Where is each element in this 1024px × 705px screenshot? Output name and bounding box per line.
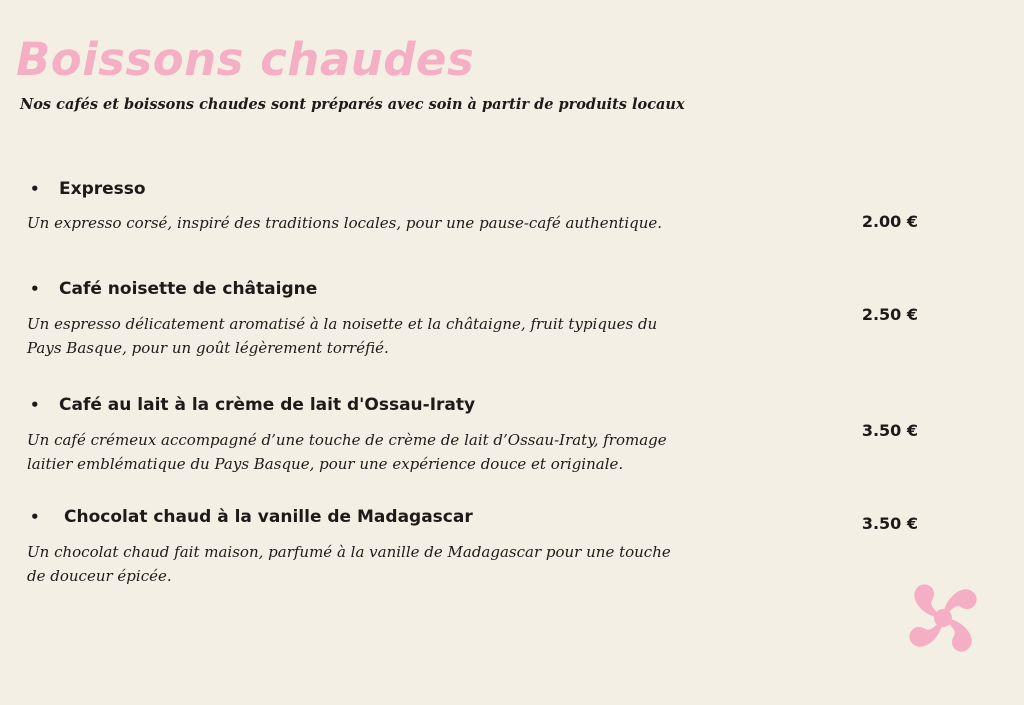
menu-item-price: 3.50 € (861, 421, 918, 440)
page-title: Boissons chaudes (16, 33, 475, 86)
menu-item-name (27, 277, 317, 301)
menu-item-description-line: Pays Basque, pour un goût légèrement torréfié. (27, 339, 389, 357)
menu-item-name-text: Chocolat chaud à la vanille de Madagascar (64, 507, 473, 527)
bullet: • (30, 280, 40, 298)
basque-cross-icon (898, 572, 988, 664)
menu-item-name (27, 393, 475, 417)
menu-item-description-line: laitier emblématique du Pays Basque, pour une expérience douce et originale. (27, 455, 624, 473)
bullet: • (30, 508, 40, 526)
menu-item-name-text: Café noisette de châtaigne (59, 279, 318, 299)
menu-item-price: 3.50 € (861, 514, 918, 533)
bullet: • (30, 396, 40, 414)
menu-item-name (27, 177, 146, 201)
menu-item-price: 2.50 € (861, 305, 918, 324)
menu-item-description-line: Un chocolat chaud fait maison, parfumé à la vanille de Madagascar pour une touche (27, 543, 671, 561)
page-subtitle: Nos cafés et boissons chaudes sont préparés avec soin à partir de produits locaux (20, 96, 685, 113)
menu-item-name-text: Café au lait à la crème de lait d'Ossau-Iraty (59, 395, 476, 415)
menu-item-name (27, 505, 473, 529)
menu-item-price: 2.00 € (861, 212, 918, 231)
bullet: • (30, 180, 40, 198)
menu-item-description-line: Un espresso délicatement aromatisé à la noisette et la châtaigne, fruit typiques du (27, 315, 658, 333)
menu-item-description-line: de douceur épicée. (27, 567, 172, 585)
menu-item-name-text: Expresso (59, 179, 146, 199)
menu-item-description-line: Un café crémeux accompagné d’une touche de crème de lait d’Ossau-Iraty, fromage (27, 431, 667, 449)
menu-item-description: Un expresso corsé, inspiré des traditions locales, pour une pause-café authentique. (27, 214, 663, 232)
